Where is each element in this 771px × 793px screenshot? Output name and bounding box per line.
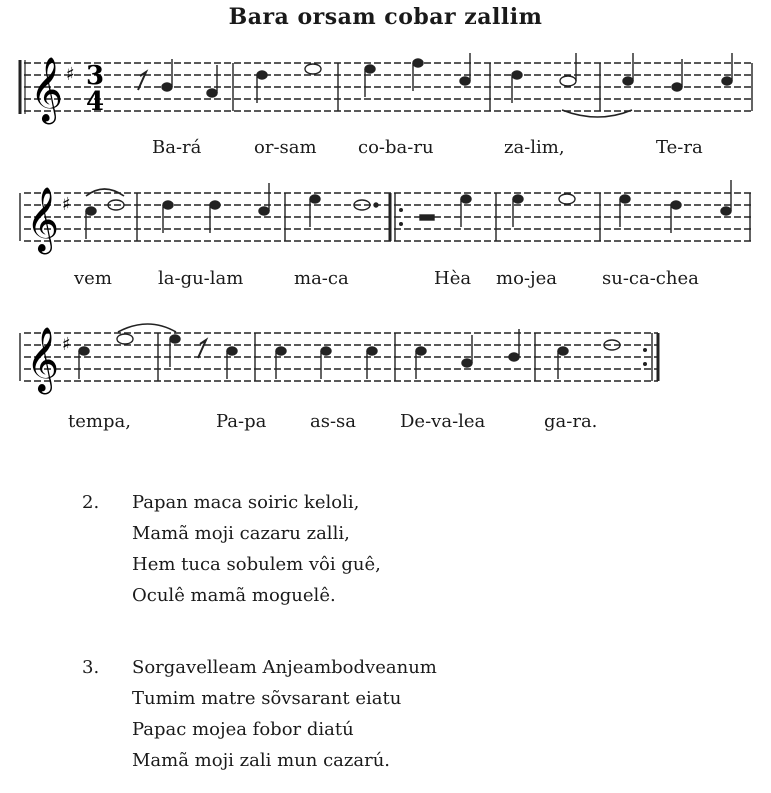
verse-number: 2. bbox=[82, 492, 100, 513]
verse-line: Hem tuca sobulem vôi guê, bbox=[132, 554, 381, 575]
treble-clef-icon: 𝄞 bbox=[26, 327, 60, 392]
song-title: Bara orsam cobar zallim bbox=[228, 4, 543, 30]
verse-line: Papan maca soiric keloli, bbox=[132, 492, 360, 513]
lyric-line-1-syllable: za-lim, bbox=[504, 137, 565, 158]
treble-clef-icon: 𝄞 bbox=[30, 57, 64, 122]
lyric-line-2-syllable: su-ca-chea bbox=[602, 268, 699, 289]
lyric-line-2-syllable: mo-jea bbox=[496, 268, 557, 289]
music-staff-1 bbox=[0, 46, 771, 126]
svg-text:♯: ♯ bbox=[66, 64, 75, 85]
lyric-line-3-syllable: De-va-lea bbox=[400, 411, 486, 432]
lyric-line-3-syllable: ga-ra. bbox=[544, 411, 598, 432]
verse-line: Tumim matre sõvsarant eiatu bbox=[132, 688, 402, 709]
verse-line: Mamã moji cazaru zalli, bbox=[132, 523, 350, 544]
lyric-line-1-syllable: Te-ra bbox=[656, 137, 703, 158]
lyric-line-1-syllable: co-ba-ru bbox=[358, 137, 434, 158]
verse-line: Mamã moji zali mun cazarú. bbox=[132, 750, 391, 771]
lyric-line-1-syllable: or-sam bbox=[254, 137, 317, 158]
svg-text:♯: ♯ bbox=[62, 334, 71, 355]
treble-clef-icon: 𝄞 bbox=[26, 187, 60, 252]
lyric-line-1-syllable: Ba-rá bbox=[152, 137, 202, 158]
verse-line: Sorgavelleam Anjeambodveanum bbox=[132, 657, 437, 678]
lyric-line-3-syllable: Pa-pa bbox=[216, 411, 267, 432]
lyric-line-3-syllable: tempa, bbox=[68, 411, 131, 432]
music-staff-3 bbox=[0, 316, 771, 396]
svg-text:♯: ♯ bbox=[62, 194, 71, 215]
lyric-line-2-syllable: ma-ca bbox=[294, 268, 349, 289]
lyric-line-2-syllable: vem bbox=[74, 268, 112, 289]
lyric-line-3-syllable: as-sa bbox=[310, 411, 357, 432]
music-staff-2 bbox=[0, 176, 771, 256]
lyric-line-2-syllable: la-gu-lam bbox=[158, 268, 244, 289]
time-signature-top: 3 bbox=[86, 61, 105, 91]
verse-number: 3. bbox=[82, 657, 100, 678]
verse-line: Papac mojea fobor diatú bbox=[132, 719, 354, 740]
lyric-line-2-syllable: Hèa bbox=[434, 268, 472, 289]
time-signature-bottom: 4 bbox=[86, 87, 105, 117]
verse-line: Oculê mamã moguelê. bbox=[132, 585, 336, 606]
